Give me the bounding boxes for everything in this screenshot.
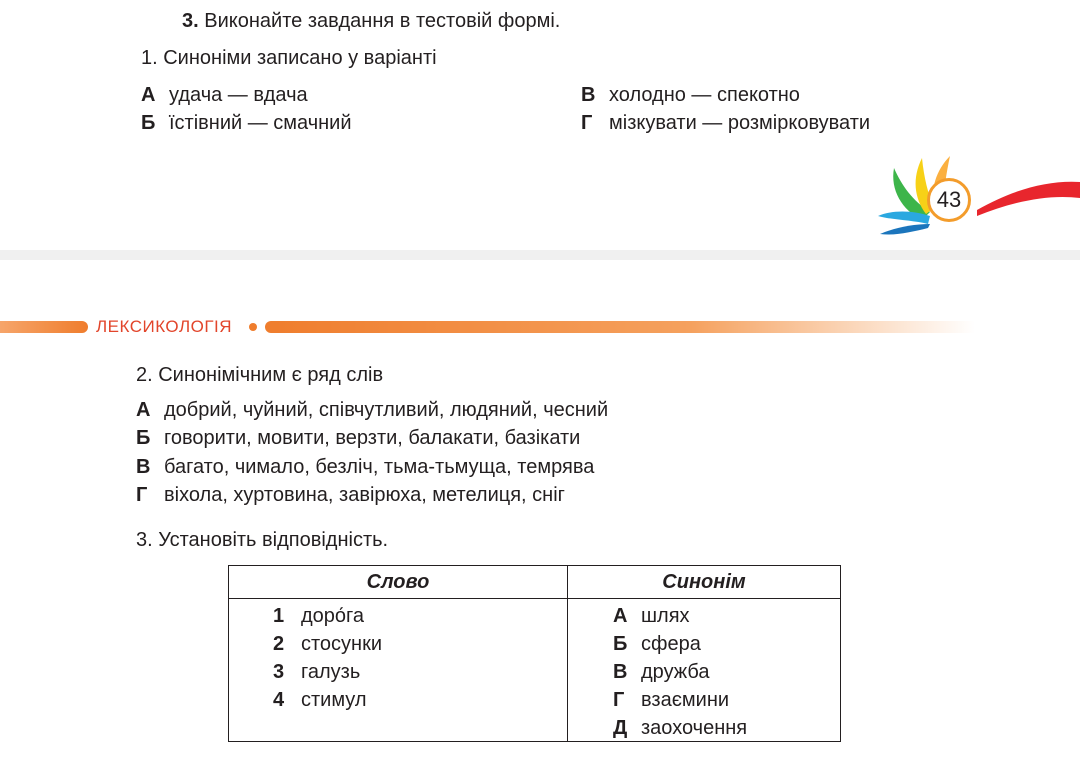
synonym-row: [613, 632, 701, 656]
q1-option-b: [141, 111, 352, 135]
q1-option-c: [581, 83, 800, 107]
option-text: мізкувати — розмірковувати: [609, 112, 871, 134]
question-1-text: 1. Синоніми записано у варіанті: [141, 47, 437, 69]
option-letter: В: [581, 84, 596, 106]
page-ornament-icon: [872, 150, 1080, 245]
matching-table: [228, 565, 841, 742]
q2-option-a: [136, 398, 608, 422]
option-text: удача — вдача: [169, 84, 308, 106]
option-letter: Г: [136, 484, 148, 506]
synonym-text: дружба: [641, 661, 710, 683]
option-text: говорити, мовити, верзти, балакати, базікати: [164, 427, 581, 449]
synonym-row: [613, 604, 690, 628]
option-letter: Г: [581, 112, 593, 134]
option-letter: Б: [141, 112, 156, 134]
option-text: їстівний — смачний: [169, 112, 352, 134]
table-header-synonym: Синонім: [662, 571, 746, 593]
section-dot-icon: [249, 323, 257, 331]
synonym-letter: Д: [613, 717, 628, 739]
option-letter: Б: [136, 427, 151, 449]
task-title: Виконайте завдання в тестовій формі.: [204, 10, 561, 32]
section-title: ЛЕКСИКОЛОГІЯ: [96, 317, 233, 336]
q1-option-d: [581, 111, 870, 135]
synonym-row: [613, 716, 747, 740]
q2-option-b: [136, 426, 580, 450]
synonym-letter: Б: [613, 633, 628, 655]
q2-option-c: [136, 455, 594, 479]
word-text: галузь: [301, 661, 361, 683]
question-3-text: 3. Установіть відповідність.: [136, 529, 389, 551]
option-text: добрий, чуйний, співчутливий, людяний, чесний: [164, 399, 609, 421]
synonym-text: заохочення: [641, 717, 748, 739]
option-text: холодно — спекотно: [609, 84, 800, 106]
synonym-text: сфера: [641, 633, 701, 655]
synonym-letter: А: [613, 605, 628, 627]
word-row: [273, 604, 364, 628]
synonym-text: взаємини: [641, 689, 730, 711]
synonym-letter: Г: [613, 689, 625, 711]
task-heading: [182, 9, 560, 33]
word-number: 4: [273, 689, 285, 711]
synonym-row: [613, 660, 710, 684]
word-number: 1: [273, 605, 285, 627]
synonym-letter: В: [613, 661, 628, 683]
option-letter: В: [136, 456, 151, 478]
table-header-word: Слово: [366, 571, 430, 593]
page-separator: [0, 250, 1080, 260]
option-text: віхола, хуртовина, завірюха, метелиця, сніг: [164, 484, 565, 506]
task-number: 3.: [182, 10, 199, 32]
word-text: доро́га: [301, 605, 365, 627]
synonym-text: шлях: [641, 605, 690, 627]
word-row: [273, 632, 382, 656]
word-number: 3: [273, 661, 285, 683]
word-row: [273, 688, 367, 712]
word-number: 2: [273, 633, 285, 655]
page-number: 43: [927, 178, 971, 222]
question-2-text: 2. Синонімічним є ряд слів: [136, 364, 384, 386]
option-text: багато, чимало, безліч, тьма-тьмуща, темрява: [164, 456, 595, 478]
option-letter: А: [141, 84, 156, 106]
synonym-row: [613, 688, 729, 712]
section-bar-right: [265, 321, 975, 333]
word-text: стосунки: [301, 633, 383, 655]
word-row: [273, 660, 360, 684]
q2-option-d: [136, 483, 565, 507]
table-header-divider: [229, 598, 840, 599]
word-text: стимул: [301, 689, 367, 711]
page-top: [0, 0, 1080, 250]
option-letter: А: [136, 399, 151, 421]
section-bar-left: [0, 321, 88, 333]
q1-option-a: [141, 83, 308, 107]
